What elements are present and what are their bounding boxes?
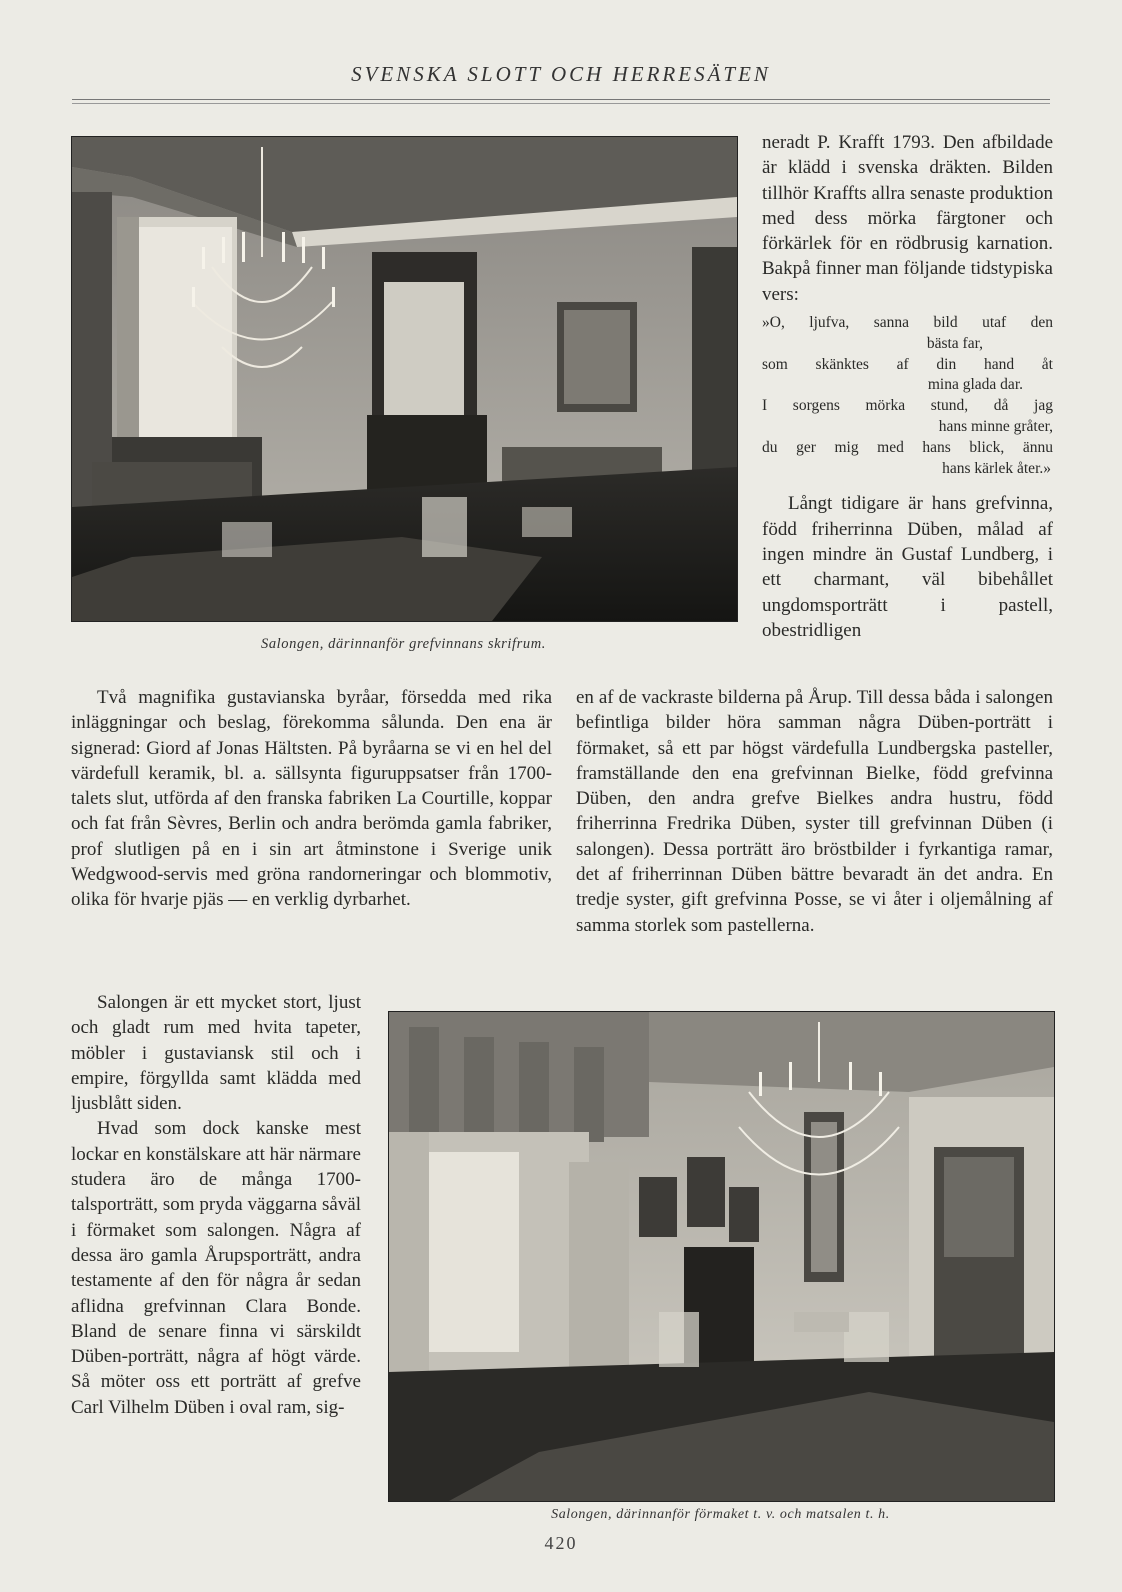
paragraph-grefvinna: Långt tidigare är hans grefvinna, född friherrinna Düben, målad af ingen mindre än Gustaf Lundberg, i ett charmant, väl bibehållet ungdomsporträtt i pastell, obestridligen — [762, 493, 1053, 641]
paragraph-krafft: neradt P. Krafft 1793. Den afbildade är klädd i svenska dräkten. Bilden tillhör Kraffts allra senaste produktion med dess mörka färgtoner och förkärlek för en rödbrusig karnation. Bakpå finner man följande tidstypiska vers: — [762, 132, 1053, 305]
paragraph-konstalskare: Hvad som dock kanske mest lockar en konstälskare att här närmare studera äro de många 1700-talsporträtt, som pryda väggarna såväl i förmaket som salongen. Några af dessa äro gamla Årupsporträtt, andra testamente af den för några år sedan aflidna grefvinnan Clara Bonde. Bland de senare finna vi särskildt Düben-porträtt, några af högt värde. Så möter oss ett porträtt af grefve Carl Vilhelm Düben i oval ram, sig- — [71, 1118, 361, 1418]
verse-line: du ger mig med hans blick, ännu — [762, 438, 1053, 456]
salon-photo-bottom-illustration — [389, 1012, 1054, 1501]
verse-line: mina glada dar. — [927, 376, 1023, 394]
verse-line: bästa far, — [926, 334, 983, 352]
paragraph-salongen: Salongen är ett mycket stort, ljust och gladt rum med hvita tapeter, möbler i gustaviansk stil och i empire, förgyllda samt klädda med ljusblått siden. — [71, 992, 361, 1115]
verse-line: hans kärlek åter.» — [942, 459, 1051, 477]
verse-line: I sorgens mörka stund, då jag — [762, 397, 1053, 415]
text-column-right-bottom — [576, 685, 1053, 938]
salon-photo-top-illustration — [72, 137, 737, 621]
salon-photo-top — [71, 136, 738, 622]
paragraph-portraits: en af de vackraste bilderna på Årup. Till dessa båda i salongen befintliga bilder höra samman några Düben-porträtt i förmaket, så ett par högst värdefulla Lundbergska pasteller, framställande den ena grefvinnan Bielke, född grefvinna Düben, den andra grefve Bielkes andra hustru, född friherrinna Fredrika Düben, syster till grefvinnan Düben (i salongen). Dessa porträtt äro bröstbilder i fyrkantiga ramar, det af friherrinnan Düben bättre bevaradt än det andra. En tredje syster, gift grefvinna Posse, se vi åter i oljemålning af samma storlek som pastellerna. — [576, 687, 1053, 936]
verse-line: »O, ljufva, sanna bild utaf den — [762, 314, 1053, 332]
running-title: SVENSKA SLOTT OCH HERRESÄTEN — [351, 62, 771, 86]
caption-top-photo: Salongen, därinnanför grefvinnans skrifrum. — [260, 636, 547, 652]
text-column-right-top — [762, 130, 1053, 643]
text-column-left — [71, 685, 552, 913]
verse-line: hans minne gråter, — [938, 418, 1053, 436]
salon-photo-bottom — [388, 1011, 1055, 1502]
paragraph-byraar: Två magnifika gustavianska byråar, försedda med rika inläggningar och beslag, förekomma sålunda. Den ena är signerad: Giord af Jonas Hältsten. På byråarna se vi en hel del värdefull keramik, bl. a. sällsynta figuruppsatser från 1700-talets slut, utförda af den franska fabriken La Courtille, koppar och fat från Sèvres, Berlin och andra berömda gamla fabriker, prof slutligen på en i sin art åtminstone i Sverige unik Wedgwood-servis med gröna randorneringar och blommotiv, olika för hvarje pjäs — en verklig dyrbarhet. — [71, 687, 552, 911]
page-number: 420 — [544, 1533, 578, 1553]
verse-block — [762, 313, 1053, 479]
verse-line: som skänktes af din hand åt — [762, 355, 1053, 373]
header-rule-bottom — [72, 103, 1050, 104]
text-column-left-narrow — [71, 990, 361, 1420]
caption-bottom-photo: Salongen, därinnanför förmaket t. v. och matsalen t. h. — [551, 1507, 890, 1522]
header-rule-top — [72, 99, 1050, 100]
